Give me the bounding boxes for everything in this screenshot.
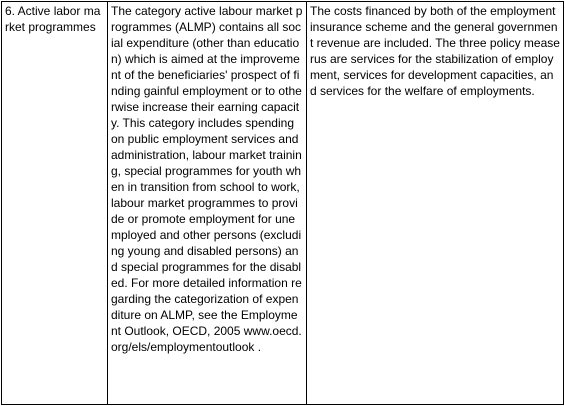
description-text: The category active labour market programmes (ALMP) contains all social expenditure (other than education) which is aimed at the improvement of the beneficiaries' prospect of finding gainful employment or to otherwise increase their earning capacity. This category includes spending on public employment services and administration, labour market training, special programmes for youth when in transition from school to work, labour market programmes to provide or promote employment for unemployed and other persons (excluding young and disabled persons) and special programmes for the disabled. For more detailed information regarding the categorization of expenditure on ALMP, see the Employment Outlook, OECD, 2005 www.oecd.org/els/employmentoutlook . (111, 4, 303, 354)
category-cell (2, 2, 108, 405)
table-row (2, 2, 564, 405)
category-text: 6. Active labor market programmes (5, 4, 101, 34)
definition-table (1, 1, 564, 405)
notes-cell (307, 2, 564, 405)
notes-text: The costs financed by both of the employment insurance scheme and the general government revenue are included. The three policy measerus are services for the stabilization of employment, services for development capacities, and services for the welfare of employments. (310, 4, 560, 98)
description-cell (108, 2, 307, 405)
